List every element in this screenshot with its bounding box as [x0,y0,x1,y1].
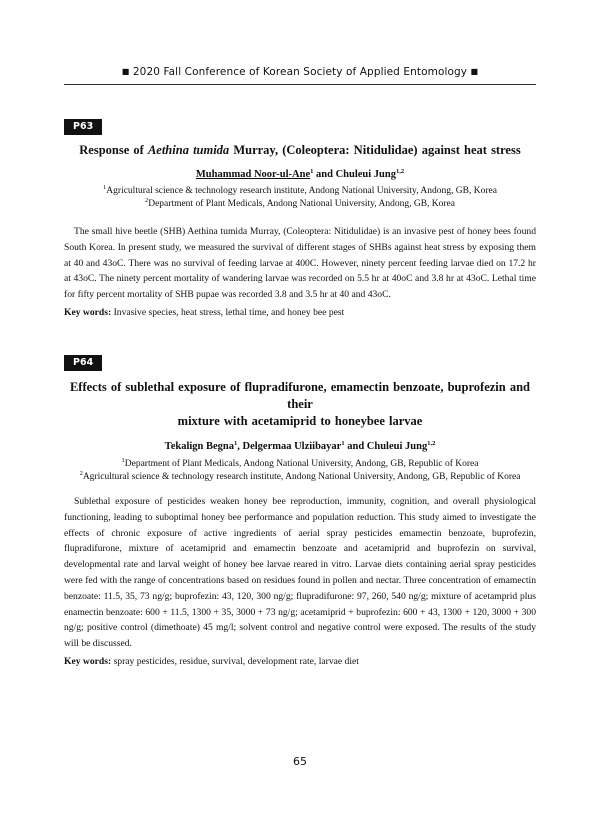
abstract-p64 [64,352,536,669]
affiliation: $^1$Agricultural science & technology research institute, Andong National University, Andong, GB, Korea [103,184,497,196]
abstract-title: Response of Aethina tumida Murray, (Coleoptera: Nitidulidae) against heat stress [79,143,521,157]
affiliation: $^2$Department of Plant Medicals, Andong National University, Andong, GB, Korea [144,197,455,209]
abstract-id-badge: P64 [64,355,102,371]
affiliation: $^2$Agricultural science & technology research institute, Andong National University, Andong, GB, Republic of Korea [79,470,521,482]
author-name: Tekalign Begna [164,441,234,452]
abstract-body: The small hive beetle (SHB) Aethina tumida Murray, (Coleoptera: Nitidulidae) is an invasive pest of honey bees found South Korea. In present study, we measured the survival of different stages of SHBs against heat stress by exposing them at 40 and 43oC. There was no survival of feeding larvae at 400C. However, ninety percent feeding larvae died on 17.2 hr at 43oC. The ninety percent mortality of wandering larvae was recorded on 5.5 hr at 40oC and 3.8 hr at 43oC. Lethal time for fifty percent mortality of SHB pupae was recorded 3.8 and 3.5 hr at 40 and 43oC. [64,226,536,301]
abstract-p63 [64,116,536,320]
author-name: Chuleui Jung [366,441,428,452]
header-divider [64,84,536,85]
keywords: Key words: Invasive species, heat stress, lethal time, and honey bee pest [64,306,345,318]
author-list: Muhammad Noor-ul-Ane$^1$ and Chuleui Jung$^{1,2}$ [195,168,405,180]
author-name: Muhammad Noor-ul-Ane [195,169,311,180]
keywords: Key words: spray pesticides, residue, survival, development rate, larvae diet [64,655,359,667]
conference-title: 2020 Fall Conference of Korean Society of Applied Entomology [132,66,468,78]
author-name: Chuleui Jung [335,169,396,180]
author-name: Delgermaa Ulziibayar [242,441,342,452]
abstract-body: Sublethal exposure of pesticides weaken honey bee reproduction, immunity, cognition, and overall physiological functioning, leading to suboptimal honey bee performance and population reduction. This study aimed to investigate the effects of chronic exposure of active ingredients of aerial spray pesticides emamectin benzoate, buprofezin, flupradifurone, mixture of acetamiprid and emamectin benzoate and acetamiprid and buprofezin on survival, developmental rate and larval weight of honey bee larvae reared in vitro. Larvae diets containing aerial spray pesticides were fed with the range of concentrations based on residues found in pollen and nectar. Three concentration of emamectin benzoate: 11.5, 35, 73 ng/g; buprofezin: 43, 120, 300 ng/g; flupradifurone: 97, 260, 540 ng/g; mixture of acetamprid plus enamectin benzoate: 600 + 11.5, 1300 + 35, 3000 + 73 ng/g; acetamiprid + buprofezin: 600 + 43, 1300 + 120, 3000 + 300 ng/g; positive control (dimethoate) 45 mg/l; solvent control and negative control were exposed. The results of the study will be discussed. [64,496,536,650]
affiliation: $^1$Department of Plant Medicals, Andong National University, Andong, GB, Republic of Korea [121,457,479,469]
abstract-title: Effects of sublethal exposure of flupradifurone, emamectin benzoate, buprofezin and their mixture with acetamiprid to honeybee larvae [69,380,531,428]
page-number: 65 [293,755,307,768]
running-header [64,66,536,78]
square-bullet-icon: ■ [121,67,130,76]
abstract-id-badge: P63 [64,119,102,135]
square-bullet-icon: ■ [470,67,479,76]
author-list: Tekalign Begna$^1$, Delgermaa Ulziibayar$^1$ and Chuleui Jung$^{1,2}$ [164,440,436,452]
